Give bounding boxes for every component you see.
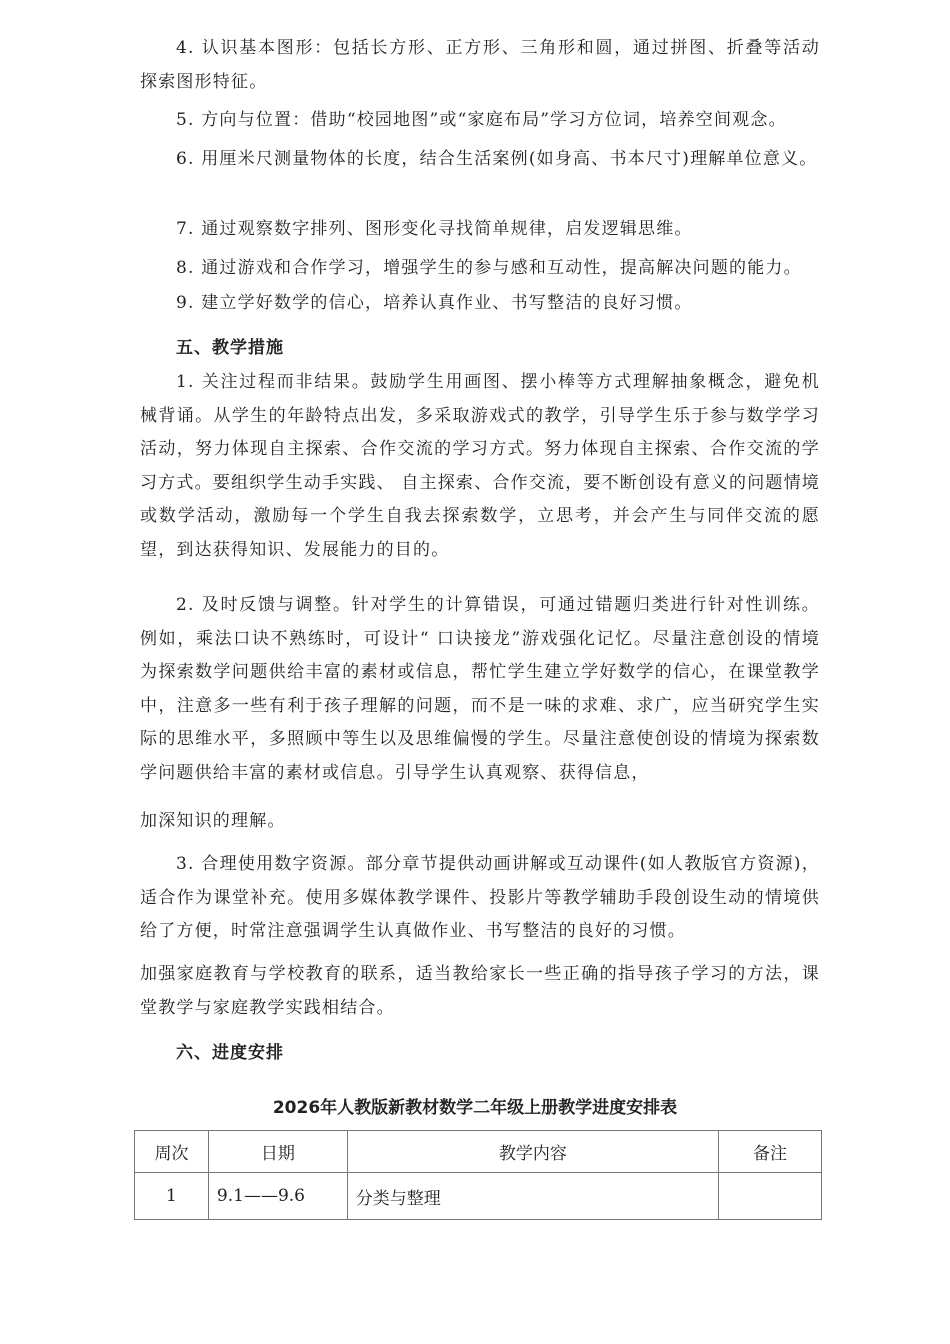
objective-item-7: 7. 通过观察数字排列、图形变化寻找简单规律，启发逻辑思维。 [176, 219, 693, 239]
section-heading-teaching-measures: 五、教学措施 [176, 338, 284, 358]
measure-paragraph-1: 1. 关注过程而非结果。鼓励学生用画图、摆小棒等方式理解抽象概念，避免机械背诵。从学生的年龄特点出发，多采取游戏式的教学，引导学生乐于参与数学学习活动，努力体现自主探索、合作交流的学习方式。努力体现自主探索、合作交流的学习方式。要组织学生动手实践、 自主探索、合作交流，要不断创设有意义的问题情境或数学活动，激励每一个学生自我去探索数学，立思考，并会产生与同伴交流的愿望，到达获得知识、发展能力的目的。 [140, 372, 821, 560]
cell-note [719, 1173, 822, 1220]
table-row [135, 1173, 822, 1220]
objective-item-8: 8. 通过游戏和合作学习，增强学生的参与感和互动性，提高解决问题的能力。 [176, 258, 802, 278]
home-school-paragraph: 加强家庭教育与学校教育的联系，适当教给家长一些正确的指导孩子学习的方法，课堂教学与家庭教学实践相结合。 [140, 964, 820, 1018]
cell-content: 分类与整理 [347, 1173, 718, 1220]
header-week: 周次 [135, 1131, 209, 1173]
measure-paragraph-2-tail: 加深知识的理解。 [140, 811, 286, 831]
objective-item-6: 6. 用厘米尺测量物体的长度，结合生活案例(如身高、书本尺寸)理解单位意义。 [176, 149, 818, 169]
measure-paragraph-3: 3. 合理使用数字资源。部分章节提供动画讲解或互动课件(如人教版官方资源)，适合作为课堂补充。使用多媒体教学课件、投影片等教学辅助手段创设生动的情境供给了方便，时常注意强调学生认真做作业、书写整洁的良好的习惯。 [140, 854, 820, 941]
cell-date: 9.1——9.6 [208, 1173, 347, 1220]
header-date: 日期 [208, 1131, 347, 1173]
header-note: 备注 [719, 1131, 822, 1173]
table-header-row [135, 1131, 822, 1173]
measure-paragraph-2: 2. 及时反馈与调整。针对学生的计算错误，可通过错题归类进行针对性训练。例如，乘法口诀不熟练时，可设计“ 口诀接龙”游戏强化记忆。尽量注意创设的情境为探索数学问题供给丰富的素材或信息，帮忙学生建立学好数学的信心，在课堂教学中，注意多一些有利于孩子理解的问题，而不是一味的求难、求广，应当研究学生实际的思维水平，多照顾中等生以及思维偏慢的学生。尽量注意使创设的情境为探索数学问题供给丰富的素材或信息。引导学生认真观察、获得信息， [140, 595, 820, 783]
schedule-table-title: 2026年人教版新教材数学二年级上册教学进度安排表 [272, 1098, 678, 1118]
objective-item-9: 9. 建立学好数学的信心，培养认真作业、书写整洁的良好习惯。 [176, 293, 693, 313]
objective-item-4: 4. 认识基本图形：包括长方形、正方形、三角形和圆，通过拼图、折叠等活动探索图形特征。 [140, 38, 820, 92]
header-content: 教学内容 [347, 1131, 718, 1173]
objective-item-5: 5. 方向与位置：借助“校园地图”或“家庭布局”学习方位词，培养空间观念。 [176, 110, 787, 130]
section-heading-schedule: 六、进度安排 [176, 1043, 284, 1063]
schedule-table [134, 1130, 822, 1220]
cell-week: 1 [135, 1173, 209, 1220]
